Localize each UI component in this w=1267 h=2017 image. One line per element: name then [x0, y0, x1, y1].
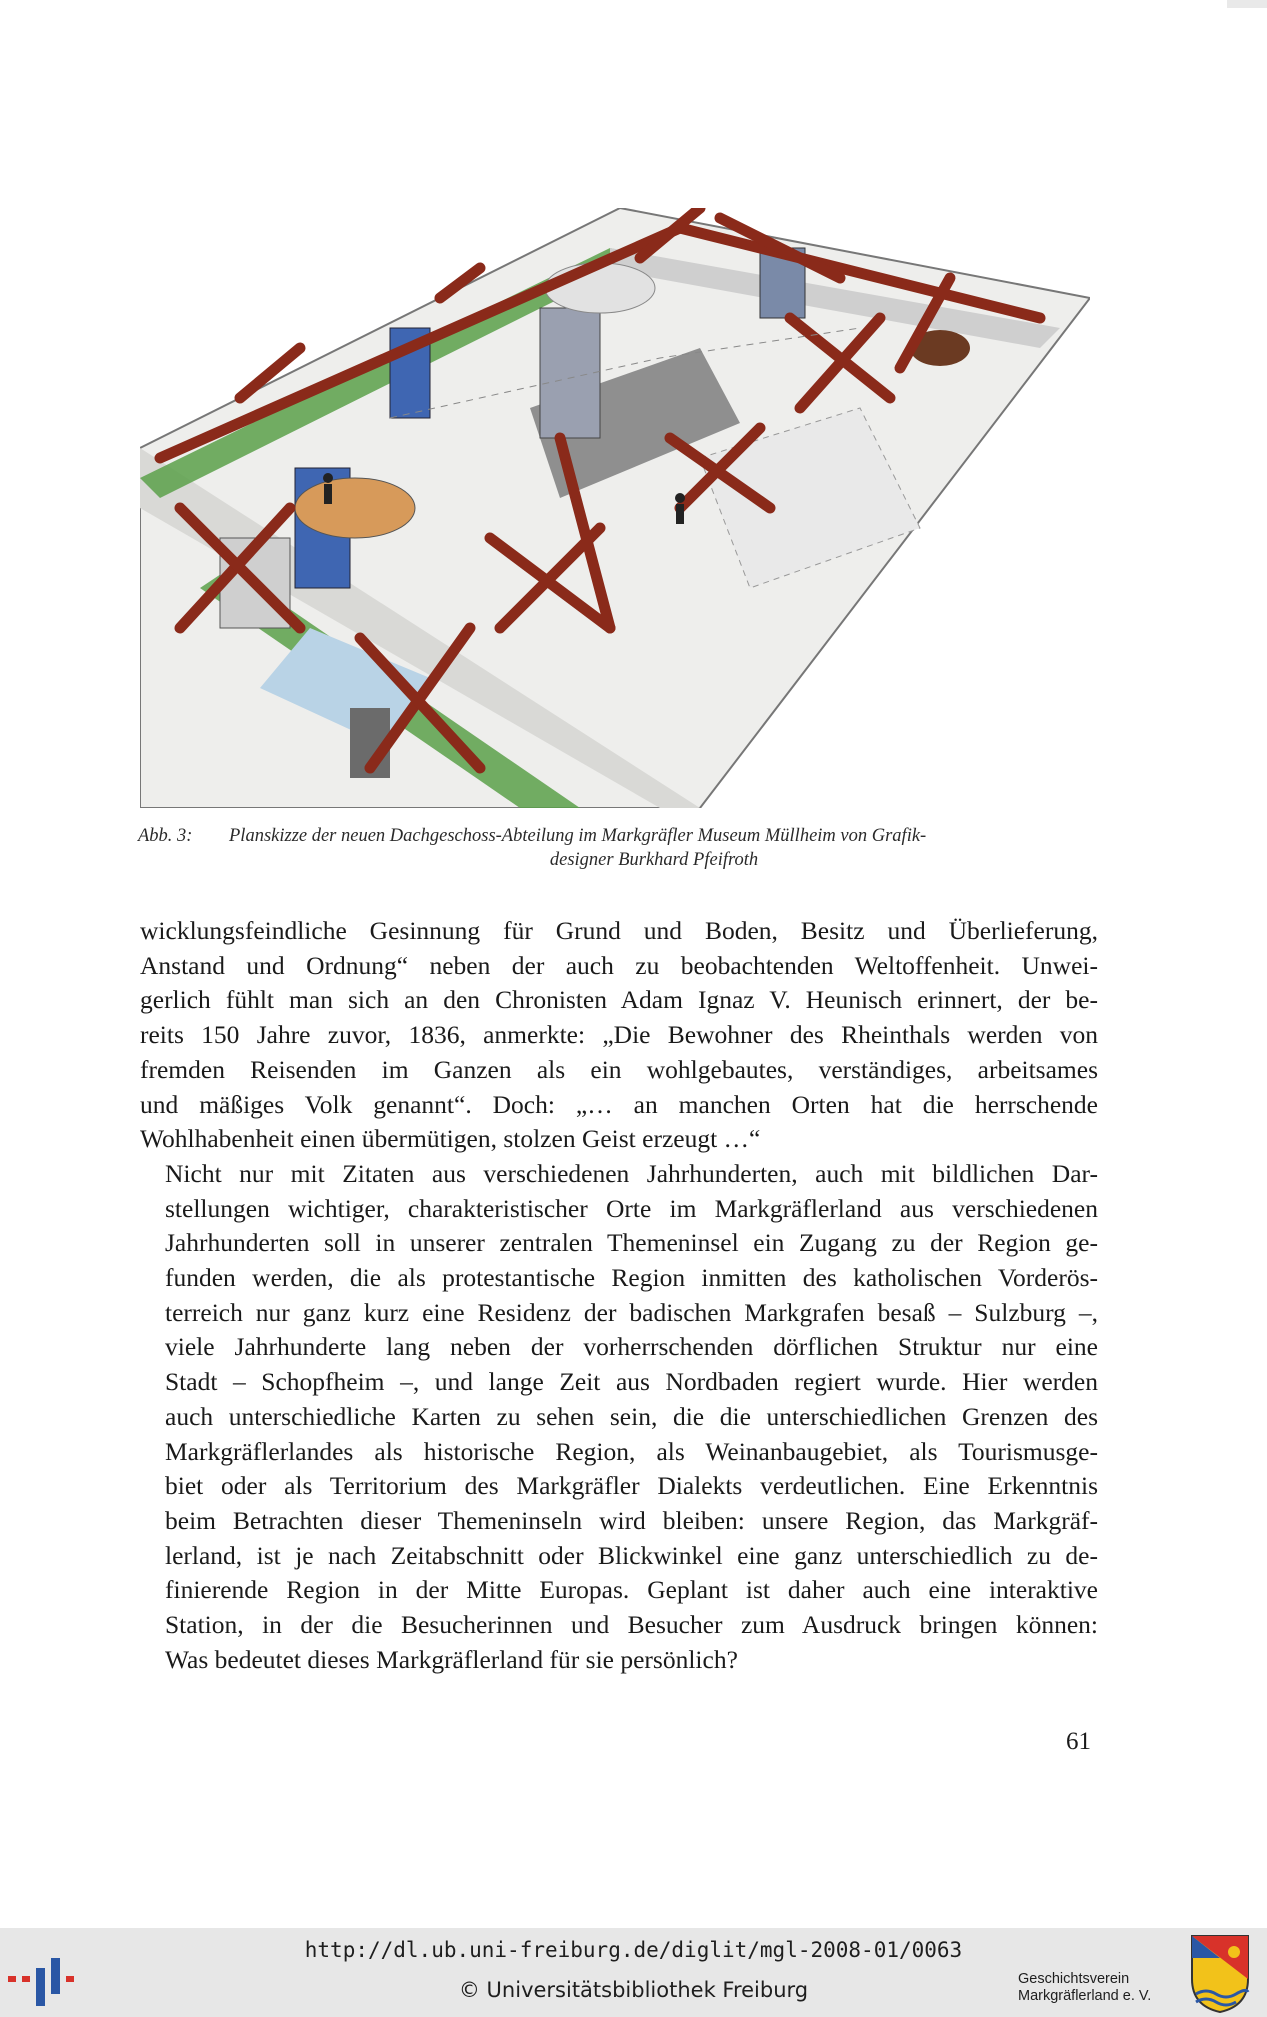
caption-line2: designer Burkhard Pfeifroth: [549, 850, 759, 870]
page-number: 61: [1066, 1728, 1091, 1755]
footer-bar: [0, 1928, 1267, 2017]
text-line: reits 150 Jahre zuvor, 1836, anmerkte: „Die Bewohner des Rheinthals werden von: [140, 1020, 1098, 1050]
text-line: fremden Reisenden im Ganzen als ein wohlgebautes, verständiges, arbeitsames: [140, 1054, 1098, 1084]
text-line: und mäßiges Volk genannt“. Doch: „… an manchen Orten hat die herrschende: [140, 1089, 1098, 1119]
text-line: Station, in der die Besucherinnen und Besucher zum Ausdruck bringen können:: [165, 1610, 1098, 1640]
paragraph-1: [140, 914, 1098, 1157]
text-line: beim Betrachten dieser Themeninseln wird bleiben: unsere Region, das Markgräf-: [165, 1505, 1098, 1535]
text-line: biet oder als Territorium des Markgräfler Dialekts verdeutlichen. Eine Erkenntnis: [165, 1471, 1098, 1501]
text-line: Stadt – Schopfheim –, und lange Zeit aus Nordbaden regiert wurde. Hier werden: [165, 1367, 1098, 1397]
text-line: Wohlhabenheit einen übermütigen, stolzen Geist erzeugt …“: [140, 1124, 761, 1154]
permalink-url[interactable]: http://dl.ub.uni-freiburg.de/diglit/mgl-2008-01/0063: [304, 1938, 963, 1962]
text-line: Markgräflerlandes als historische Region, als Weinanbaugebiet, als Tourismusge-: [165, 1436, 1098, 1466]
text-line: wicklungsfeindliche Gesinnung für Grund und Boden, Besitz und Überlieferung,: [140, 916, 1098, 945]
text-line: stellungen wichtiger, charakteristischer Orte im Markgräflerland aus verschiedenen: [165, 1193, 1098, 1223]
text-line: Jahrhunderten soll in unserer zentralen Themeninsel ein Zugang zu der Region ge-: [165, 1228, 1098, 1258]
caption-label: Abb. 3:: [138, 826, 193, 846]
text-line: auch unterschiedliche Karten zu sehen sein, die die unterschiedlichen Grenzen des: [165, 1401, 1098, 1431]
text-line: gerlich fühlt man sich an den Chronisten Adam Ignaz V. Heunisch erinnert, der be-: [140, 985, 1098, 1015]
text-line: viele Jahrhunderte lang neben der vorherrschenden dörflichen Struktur nur eine: [165, 1332, 1098, 1362]
text-line: Was bedeutet dieses Markgräflerland für sie persönlich?: [165, 1644, 738, 1674]
paragraph-2: [140, 1157, 1098, 1678]
museum-floor-plan-illustration: [140, 208, 1090, 808]
text-line: finierende Region in der Mitte Europas. Geplant ist daher auch eine interaktive: [165, 1575, 1098, 1605]
society-name-line2: Markgräflerland e. V.: [1018, 1988, 1152, 2004]
text-line: terreich nur ganz kurz eine Residenz der badischen Markgrafen besaß – Sulzburg –,: [165, 1297, 1098, 1327]
page-corner: [1227, 0, 1267, 8]
figure-caption: [138, 824, 1100, 872]
text-line: Nicht nur mit Zitaten aus verschiedenen Jahrhunderten, auch mit bildlichen Dar-: [165, 1158, 1098, 1188]
text-line: Anstand und Ordnung“ neben der auch zu beobachtenden Weltoffenheit. Unwei-: [140, 950, 1098, 980]
copyright-notice: © Universitätsbibliothek Freiburg: [458, 1978, 809, 2002]
text-line: funden werden, die als protestantische Region inmitten des katholischen Vorderös-: [165, 1263, 1098, 1293]
text-line: lerland, ist je nach Zeitabschnitt oder Blickwinkel eine ganz unterschiedlich zu de-: [165, 1540, 1098, 1570]
main-text: [140, 914, 1098, 1677]
society-name-line1: Geschichtsverein: [1018, 1971, 1130, 1987]
society-name: [1018, 1971, 1168, 2005]
coat-of-arms-icon: [1190, 1934, 1250, 2014]
caption-line1: Planskizze der neuen Dachgeschoss-Abteilung im Markgräfler Museum Müllheim von Grafik-: [229, 826, 927, 846]
